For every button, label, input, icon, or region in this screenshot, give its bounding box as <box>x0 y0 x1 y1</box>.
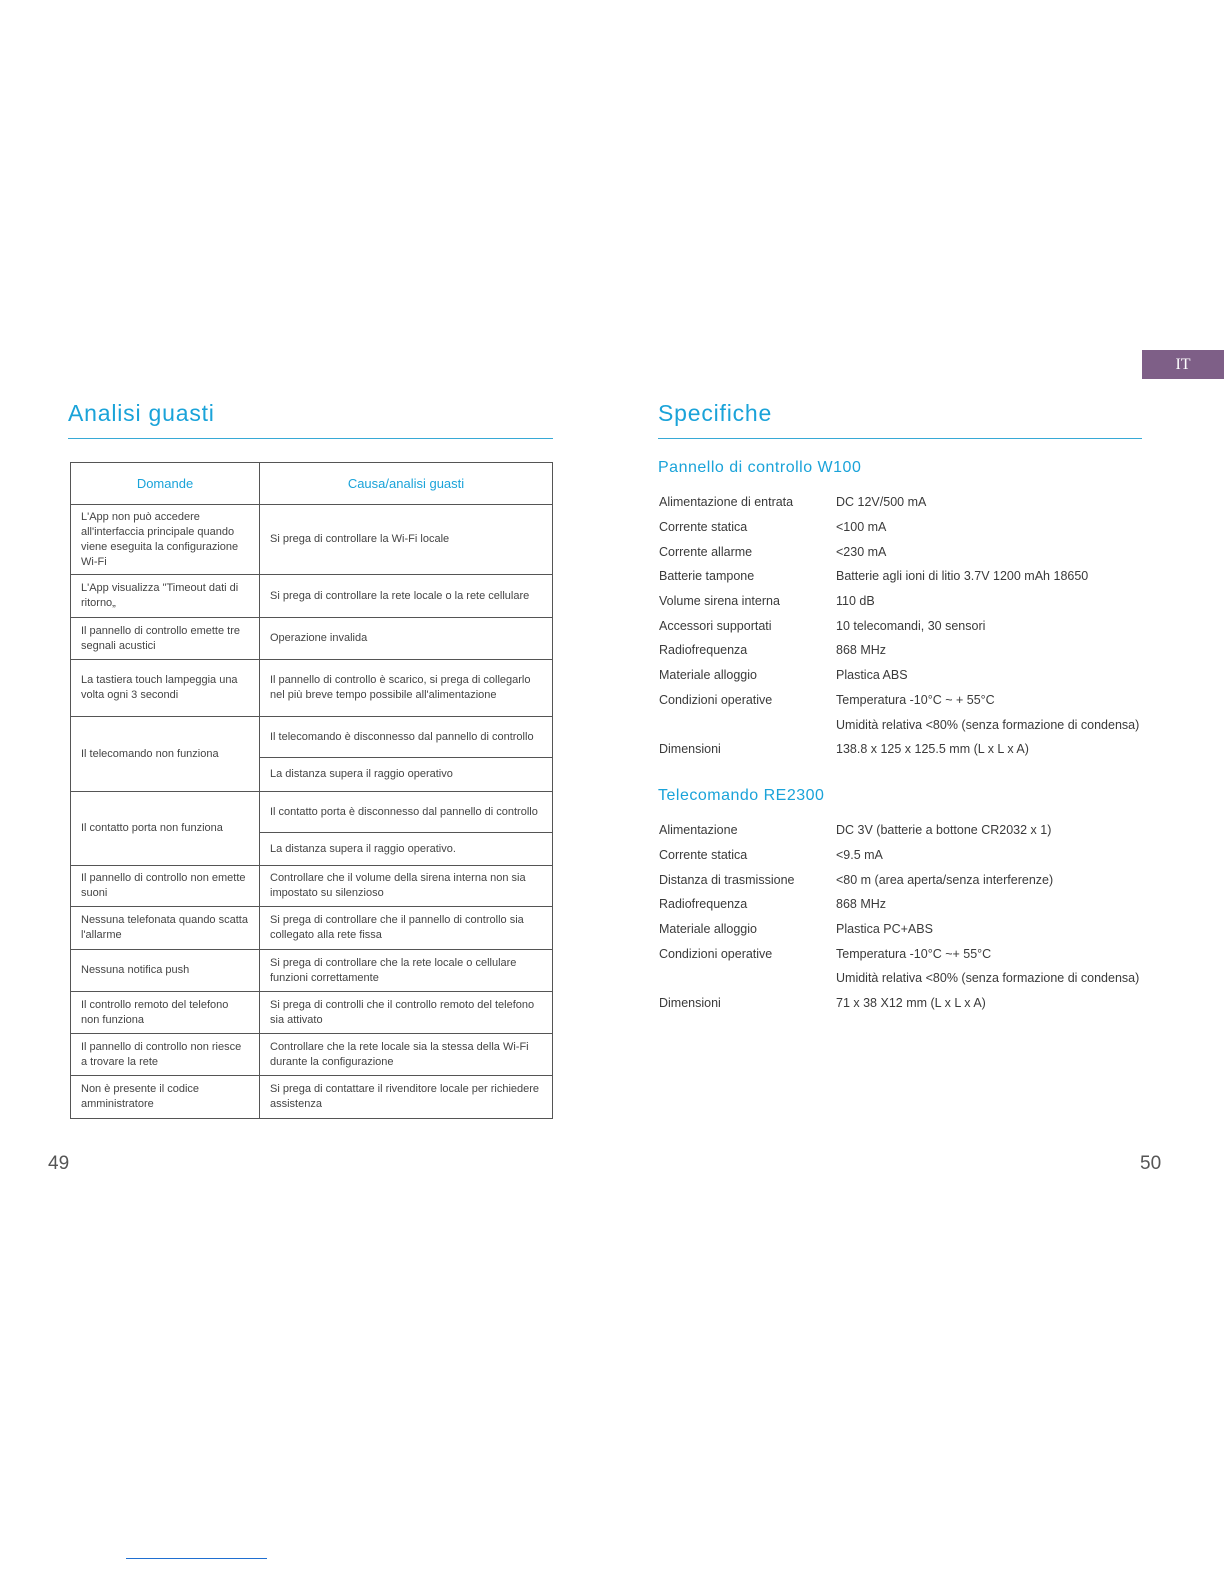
spec-value: DC 12V/500 mA <box>836 495 927 510</box>
spec-value: Umidità relativa <80% (senza formazione di condensa) <box>836 717 1140 732</box>
spec-label: Alimentazione <box>659 823 738 838</box>
table-row <box>71 660 553 717</box>
cause-cell: La distanza supera il raggio operativo <box>260 758 553 792</box>
question-cell: Il pannello di controllo non riesce a trovare la rete <box>71 1034 260 1076</box>
cause-cell: Controllare che la rete locale sia la stessa della Wi-Fi durante la configurazione <box>260 1034 553 1076</box>
spec-row <box>659 892 1143 917</box>
question-cell: Il controllo remoto del telefono non funziona <box>71 992 260 1034</box>
question-cell: L'App visualizza "Timeout dati di ritorno„ <box>71 575 260 618</box>
spec-row <box>659 867 1143 892</box>
troubleshooting-title: Analisi guasti <box>68 400 215 426</box>
question-cell: La tastiera touch lampeggia una volta ogni 3 secondi <box>71 660 260 717</box>
spec-row <box>659 564 1143 589</box>
spec-row <box>659 966 1143 991</box>
cause-cell: Si prega di contattare il rivenditore locale per richiedere assistenza <box>260 1076 553 1119</box>
header-causes: Causa/analisi guasti <box>260 463 553 505</box>
table-row <box>71 907 553 950</box>
spec-label: Accessori supportati <box>659 618 772 633</box>
spec-label: Distanza di trasmissione <box>659 872 795 887</box>
re2300-section-title: Telecomando RE2300 <box>658 787 825 804</box>
table-row <box>71 1076 553 1119</box>
spec-row <box>659 843 1143 868</box>
spec-row <box>659 991 1143 1016</box>
cause-cell: Si prega di controllare che il pannello di controllo sia collegato alla rete fissa <box>260 907 553 950</box>
spec-value: 868 MHz <box>836 897 887 912</box>
troubleshooting-table <box>70 462 553 1119</box>
spec-label: Corrente allarme <box>659 544 753 559</box>
spec-label: Volume sirena interna <box>659 594 780 609</box>
title-divider <box>658 438 1142 439</box>
question-cell: Il pannello di controllo non emette suoni <box>71 866 260 907</box>
spec-label: Condizioni operative <box>659 946 773 961</box>
spec-row <box>659 589 1143 614</box>
spec-label: Corrente statica <box>659 848 748 863</box>
spec-value: 868 MHz <box>836 643 887 658</box>
spec-row <box>659 737 1143 762</box>
spec-row <box>659 688 1143 713</box>
spec-label: Corrente statica <box>659 520 748 535</box>
w100-spec-list <box>659 490 1143 762</box>
cause-cell: Il pannello di controllo è scarico, si prega di collegarlo nel più breve tempo possibile all'alimentazione <box>260 660 553 717</box>
spec-row <box>659 917 1143 942</box>
spec-label: Radiofrequenza <box>659 643 748 658</box>
spec-value: DC 3V (batterie a bottone CR2032 x 1) <box>836 823 1052 838</box>
page-number-left: 49 <box>48 1153 70 1174</box>
spec-row <box>659 539 1143 564</box>
cause-cell: Operazione invalida <box>260 618 553 660</box>
spec-label: Materiale alloggio <box>659 668 757 683</box>
spec-label: Dimensioni <box>659 996 721 1011</box>
header-questions: Domande <box>71 463 260 505</box>
spec-value: <80 m (area aperta/senza interferenze) <box>836 872 1054 887</box>
cause-cell: Si prega di controllare che la rete locale o cellulare funzioni correttamente <box>260 950 553 992</box>
table-row <box>71 866 553 907</box>
footer-divider <box>126 1558 267 1559</box>
cause-cell: Si prega di controllare la Wi-Fi locale <box>260 505 553 575</box>
re2300-spec-list <box>659 818 1143 1016</box>
spec-value: Plastica ABS <box>836 668 908 683</box>
page-number-right: 50 <box>1140 1153 1162 1174</box>
cause-cell: Il contatto porta è disconnesso dal pannello di controllo <box>260 792 553 833</box>
question-cell: Il pannello di controllo emette tre segnali acustici <box>71 618 260 660</box>
spec-row <box>659 818 1143 843</box>
spec-label: Alimentazione di entrata <box>659 495 794 510</box>
spec-row <box>659 638 1143 663</box>
question-cell: L'App non può accedere all'interfaccia principale quando viene eseguita la configurazione Wi-Fi <box>71 505 260 575</box>
table-row <box>71 618 553 660</box>
question-cell: Il contatto porta non funziona <box>71 792 260 866</box>
spec-value: 138.8 x 125 x 125.5 mm (L x L x A) <box>836 742 1029 757</box>
spec-label: Radiofrequenza <box>659 897 748 912</box>
spec-row <box>659 515 1143 540</box>
table-row <box>71 717 553 758</box>
spec-value: 110 dB <box>836 594 875 609</box>
spec-value: Temperatura -10°C ~+ 55°C <box>836 946 992 961</box>
spec-value: 10 telecomandi, 30 sensori <box>836 618 986 633</box>
spec-value: 71 x 38 X12 mm (L x L x A) <box>836 996 986 1011</box>
spec-label: Condizioni operative <box>659 692 773 707</box>
table-row <box>71 575 553 618</box>
cause-cell: Si prega di controlli che il controllo remoto del telefono sia attivato <box>260 992 553 1034</box>
specifications-title: Specifiche <box>658 400 773 426</box>
spec-label: Dimensioni <box>659 742 721 757</box>
cause-cell: La distanza supera il raggio operativo. <box>260 833 553 866</box>
spec-row <box>659 941 1143 966</box>
spec-value: Batterie agli ioni di litio 3.7V 1200 mAh 18650 <box>836 569 1089 584</box>
spec-value: Plastica PC+ABS <box>836 922 933 937</box>
spec-value: Temperatura -10°C ~ + 55°C <box>836 692 995 707</box>
cause-cell: Controllare che il volume della sirena interna non sia impostato su silenzioso <box>260 866 553 907</box>
question-cell: Il telecomando non funziona <box>71 717 260 792</box>
table-row <box>71 992 553 1034</box>
spec-row <box>659 663 1143 688</box>
spec-value: <100 mA <box>836 520 887 535</box>
question-cell: Non è presente il codice amministratore <box>71 1076 260 1119</box>
table-header-row <box>71 463 553 505</box>
question-cell: Nessuna telefonata quando scatta l'allarme <box>71 907 260 950</box>
cause-cell: Il telecomando è disconnesso dal pannello di controllo <box>260 717 553 758</box>
table-row <box>71 950 553 992</box>
spec-value: <230 mA <box>836 544 887 559</box>
table-row <box>71 1034 553 1076</box>
title-divider <box>68 438 553 439</box>
language-tab: IT <box>1142 350 1224 379</box>
w100-section-title: Pannello di controllo W100 <box>658 459 862 476</box>
spec-label: Materiale alloggio <box>659 922 757 937</box>
spec-row <box>659 613 1143 638</box>
spec-label: Batterie tampone <box>659 569 755 584</box>
spec-value: Umidità relativa <80% (senza formazione di condensa) <box>836 971 1140 986</box>
question-cell: Nessuna notifica push <box>71 950 260 992</box>
table-row <box>71 505 553 575</box>
table-row <box>71 792 553 833</box>
spec-row <box>659 712 1143 737</box>
spec-value: <9.5 mA <box>836 848 883 863</box>
spec-row <box>659 490 1143 515</box>
cause-cell: Si prega di controllare la rete locale o la rete cellulare <box>260 575 553 618</box>
